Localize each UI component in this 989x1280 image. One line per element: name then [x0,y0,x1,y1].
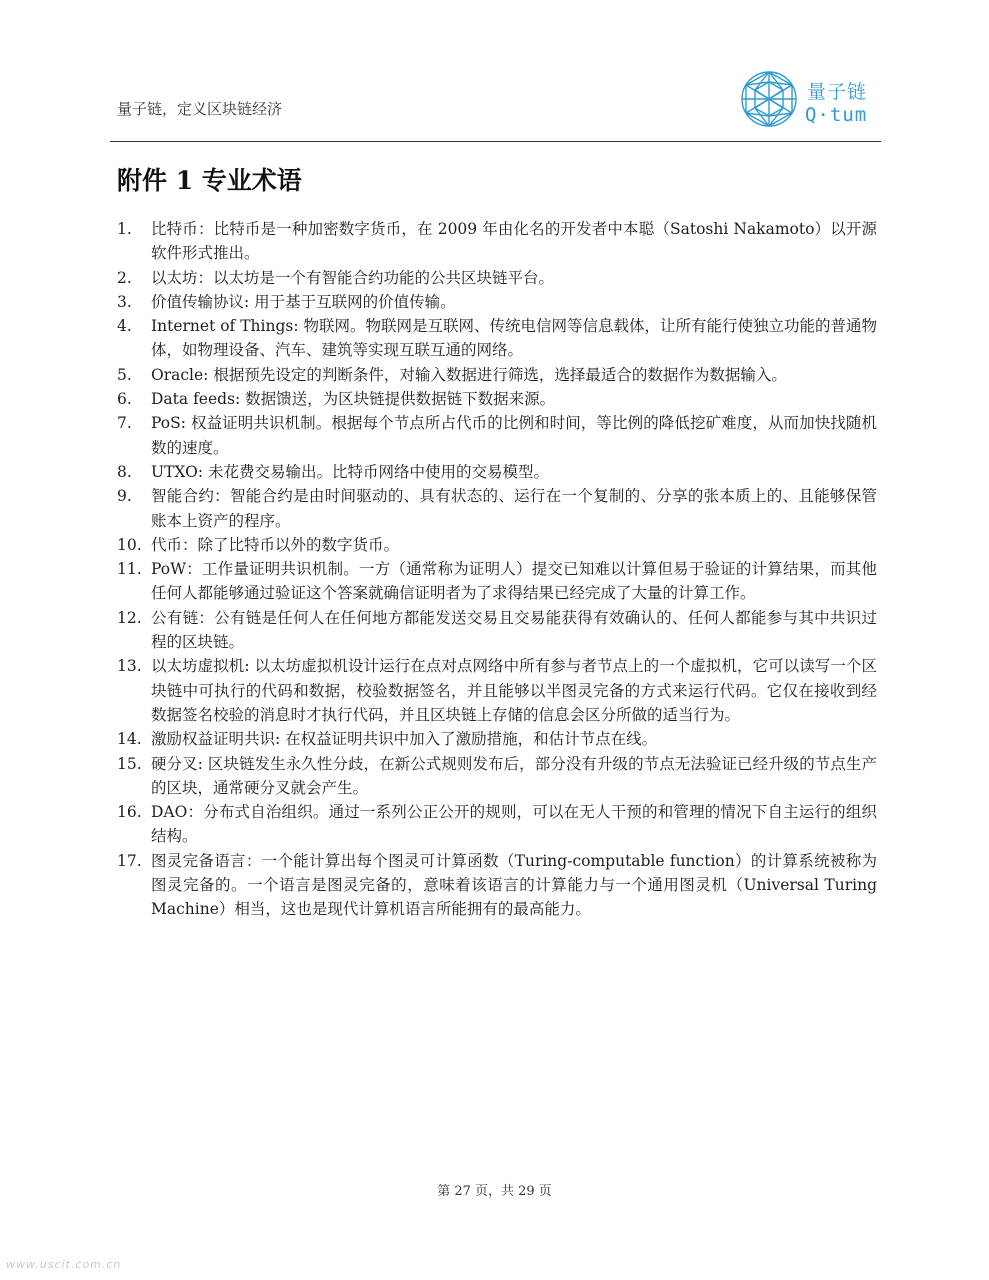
term-text: Internet of Things: 物联网。物联网是互联网、传统电信网等信息载体，让所有能行使独立功能的普通物体，如物理设备、汽车、建筑等实现互联互通的网络。 [151,317,878,360]
term-text: DAO：分布式自治组织。通过一系列公正公开的规则，可以在无人干预的和管理的情况下自主运行的组织结构。 [151,803,877,846]
term-item [117,533,877,557]
term-item [117,849,877,922]
term-text: 比特币：比特币是一种加密数字货币，在 2009 年由化名的开发者中本聪（Satoshi Nakamoto）以开源软件形式推出。 [151,220,877,263]
page-number: 第 27 页，共 29 页 [437,1184,552,1199]
terms-list [117,217,877,922]
qtum-logo [737,68,877,130]
term-number: 14. [117,730,142,749]
term-item [117,752,877,801]
term-item [117,557,877,606]
term-text: 激励权益证明共识: 在权益证明共识中加入了激励措施，和估计节点在线。 [151,730,658,749]
term-text: 以太坊虚拟机: 以太坊虚拟机设计运行在点对点网络中所有参与者节点上的一个虚拟机，它可以读写一个区块链中可执行的代码和数据，校验数据签名，并且能够以半图灵完备的方式来运行代码。它仅在接收到经数据签名校验的消息时才执行代码，并且区块链上存储的信息会区分所做的适当行为。 [151,657,877,724]
term-text: Data feeds: 数据馈送，为区块链提供数据链下数据来源。 [151,390,556,409]
term-text: 以太坊：以太坊是一个有智能合约功能的公共区块链平台。 [151,268,555,287]
term-number: 7. [117,414,132,433]
term-number: 5. [117,365,132,384]
term-item [117,363,877,387]
term-text: PoW：工作量证明共识机制。一方（通常称为证明人）提交已知难以计算但易于验证的计算结果，而其他任何人都能够通过验证这个答案就确信证明者为了求得结果已经完成了大量的计算工作。 [151,560,877,603]
term-number: 16. [117,803,142,822]
term-text: 价值传输协议: 用于基于互联网的价值传输。 [151,292,456,311]
term-text: 硬分叉: 区块链发生永久性分歧，在新公式规则发布后，部分没有升级的节点无法验证已经升级的节点生产的区块，通常硬分叉就会产生。 [151,754,877,797]
term-item [117,460,877,484]
term-number: 4. [117,317,132,336]
term-number: 13. [117,657,142,676]
term-text: 智能合约：智能合约是由时间驱动的、具有状态的、运行在一个复制的、分享的张本质上的、且能够保管账本上资产的程序。 [151,487,877,530]
logo-text-cn: 量子链 [807,81,868,103]
term-text: UTXO: 未花费交易输出。比特币网络中使用的交易模型。 [151,462,550,481]
term-number: 10. [117,535,142,554]
term-item [117,290,877,314]
term-number: 1. [117,220,132,238]
term-text: PoS: 权益证明共识机制。根据每个节点所占代币的比例和时间，等比例的降低挖矿难度，从而加快找随机数的速度。 [151,414,877,457]
geodesic-sphere-icon [737,68,801,130]
term-item [117,654,877,727]
term-number: 2. [117,268,132,287]
header-title: 量子链，定义区块链经济 [117,100,283,118]
term-item [117,217,877,266]
term-item [117,606,877,655]
term-number: 15. [117,754,142,773]
term-number: 17. [117,851,142,870]
term-text: 公有链：公有链是任何人在任何地方都能发送交易且交易能获得有效确认的、任何人都能参与其中共识过程的区块链。 [151,608,877,652]
term-text: 代币：除了比特币以外的数字货币。 [151,535,400,554]
watermark: www.uscit.com.cn [6,1258,122,1271]
term-text: 图灵完备语言：一个能计算出每个图灵可计算函数（Turing-computable function）的计算系统被称为图灵完备的。一个语言是图灵完备的，意味着该语言的计算能力与一个通用图灵机（Universal Turing Machine）相当，这也是现代计算机语言所能拥有的最高能力。 [151,851,877,919]
term-number: 9. [117,487,132,506]
term-item [117,727,877,751]
header-divider [110,141,881,142]
logo-text-en: Q·tum [805,104,868,126]
term-item [117,484,877,533]
section-title: 附件 1 专业术语 [117,166,302,195]
term-number: 3. [117,292,132,311]
term-item [117,387,877,411]
term-item [117,800,877,849]
term-number: 12. [117,608,142,627]
term-number: 6. [117,390,132,409]
term-number: 8. [117,462,132,481]
term-item [117,314,877,363]
term-number: 11. [117,560,142,579]
term-item [117,266,877,290]
term-text: Oracle: 根据预先设定的判断条件，对输入数据进行筛选，选择最适合的数据作为数据输入。 [151,365,787,384]
term-item [117,411,877,460]
